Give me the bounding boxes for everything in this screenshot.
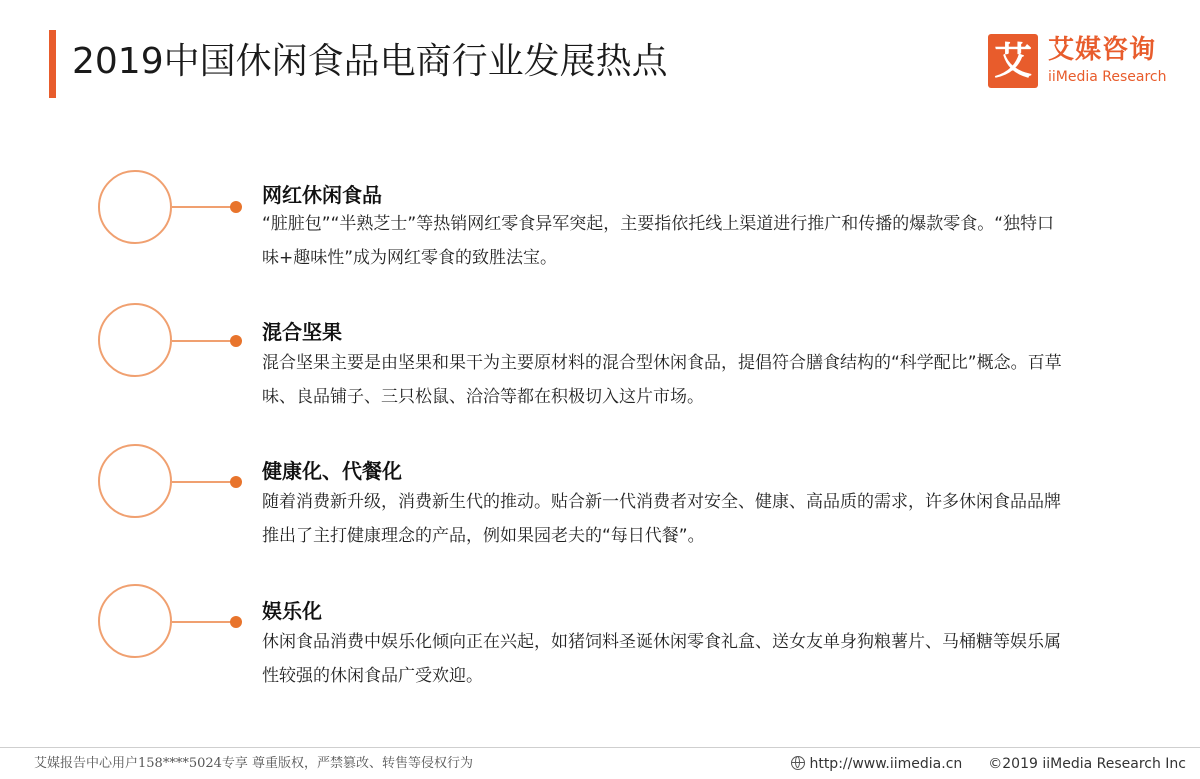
connector-line: [172, 621, 234, 623]
circle-icon: [98, 170, 172, 244]
connector-line: [172, 340, 234, 342]
logo-mark-icon: 艾: [988, 34, 1038, 88]
dot-icon: [230, 476, 242, 488]
brand-logo: [988, 34, 1183, 90]
item-description: “脏脏包”“半熟芝士”等热销网红零食异军突起，主要指依托线上渠道进行推广和传播的爆款零食。“独特口味+趣味性”成为网红零食的致胜法宝。: [262, 214, 1055, 268]
hotspot-item: [0, 444, 1200, 544]
item-title: 网红休闲食品: [262, 183, 382, 207]
dot-icon: [230, 335, 242, 347]
footer-right: [791, 754, 1186, 774]
dot-icon: [230, 201, 242, 213]
logo-name-en: iiMedia Research: [1048, 69, 1167, 85]
hotspot-item: [0, 170, 1200, 270]
circle-icon: [98, 584, 172, 658]
copyright: ©2019 iiMedia Research Inc: [988, 756, 1186, 772]
hotspot-item: [0, 303, 1200, 407]
item-description: 混合坚果主要是由坚果和果干为主要原材料的混合型休闲食品，提倡符合膳食结构的“科学配比”概念。百草味、良品铺子、三只松鼠、洽洽等都在积极切入这片市场。: [262, 353, 1062, 407]
hotspot-item: [0, 584, 1200, 684]
item-description: 随着消费新升级，消费新生代的推动。贴合新一代消费者对安全、健康、高品质的需求，许多休闲食品品牌推出了主打健康理念的产品，例如果园老夫的“每日代餐”。: [262, 492, 1061, 546]
connector-line: [172, 206, 234, 208]
globe-icon: [791, 756, 805, 770]
item-title: 健康化、代餐化: [262, 459, 402, 483]
dot-icon: [230, 616, 242, 628]
page-title: 2019中国休闲食品电商行业发展热点: [72, 41, 668, 82]
website-link[interactable]: [791, 754, 962, 774]
footer-divider: [0, 747, 1200, 748]
item-title: 混合坚果: [262, 320, 342, 344]
item-description: 休闲食品消费中娱乐化倾向正在兴起，如猪饲料圣诞休闲零食礼盒、送女友单身狗粮薯片、马桶糖等娱乐属性较强的休闲食品广受欢迎。: [262, 632, 1061, 686]
title-accent-bar: [49, 30, 56, 98]
logo-name-cn: 艾媒咨询: [1048, 35, 1157, 65]
circle-icon: [98, 444, 172, 518]
circle-icon: [98, 303, 172, 377]
website-url: http://www.iimedia.cn: [809, 756, 963, 772]
item-title: 娱乐化: [262, 599, 322, 623]
footer-notice: 艾媒报告中心用户158****5024专享 尊重版权，严禁篡改、转售等侵权行为: [34, 756, 474, 771]
connector-line: [172, 481, 234, 483]
